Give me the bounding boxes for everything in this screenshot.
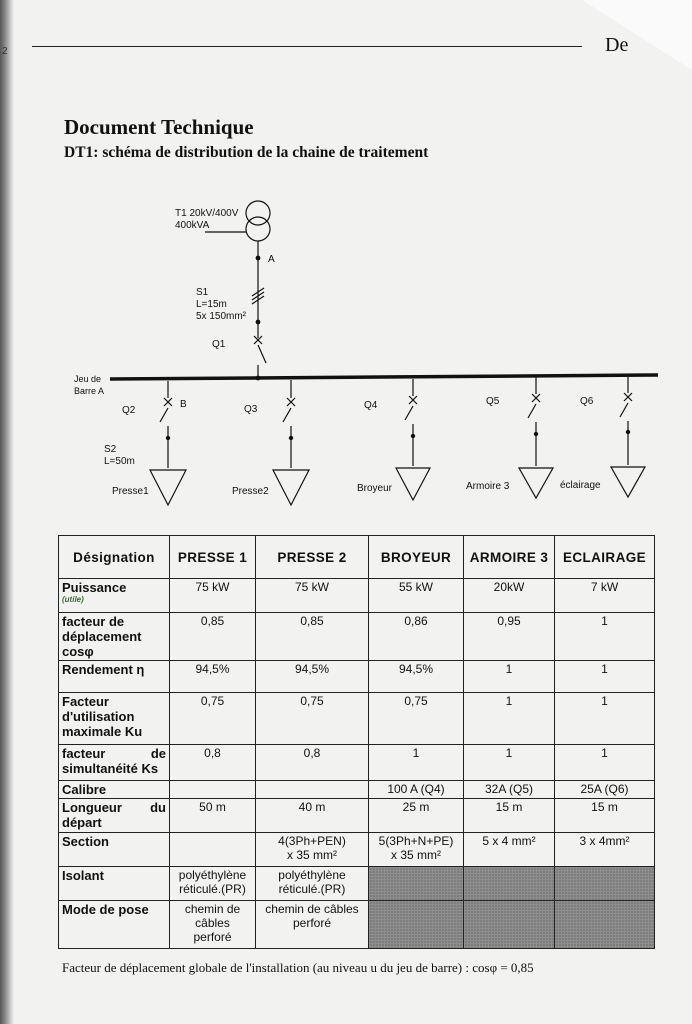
table-cell: 50 m — [170, 799, 256, 833]
cable-s1-line1: S1 — [196, 287, 209, 298]
table-cell: 40 m — [256, 799, 369, 833]
cable-s2-line2: L=50m — [104, 456, 135, 467]
row-label-longueur: Longueur du départ — [59, 799, 170, 833]
table-cell: 5 x 4 mm² — [464, 833, 555, 867]
col-header-presse1: PRESSE 1 — [170, 536, 256, 579]
table-cell: 0,85 — [170, 613, 256, 661]
table-cell: 0,8 — [170, 745, 256, 781]
row-ku — [59, 693, 655, 745]
table-cell: 94,5% — [170, 661, 256, 693]
breaker-q6-label: Q6 — [580, 396, 594, 407]
shaded-cell — [464, 901, 555, 949]
load-specification-table — [58, 535, 655, 949]
row-label-isolant: Isolant — [59, 867, 170, 901]
table-cell: 0,86 — [369, 613, 464, 661]
load-eclairage-label: éclairage — [560, 480, 601, 491]
document-title: Document Technique — [64, 115, 254, 139]
table-cell — [170, 781, 256, 799]
load-broyeur-label: Broyeur — [357, 483, 393, 494]
row-calibre — [59, 781, 655, 799]
table-cell: 94,5% — [369, 661, 464, 693]
shaded-cell — [369, 867, 464, 901]
table-cell: 1 — [555, 613, 655, 661]
col-header-broyeur: BROYEUR — [369, 536, 464, 579]
cable-s2-line1: S2 — [104, 444, 117, 455]
col-header-armoire3: ARMOIRE 3 — [464, 536, 555, 579]
feeder-armoire3 — [519, 377, 553, 498]
feeder-eclairage — [611, 376, 645, 497]
transformer-label-2: 400kVA — [175, 220, 210, 231]
row-isolant — [59, 867, 655, 901]
table-cell: 55 kW — [369, 579, 464, 613]
row-longueur — [59, 799, 655, 833]
row-label-ku: Facteur d'utilisation maximale Ku — [59, 693, 170, 745]
table-cell: 100 A (Q4) — [369, 781, 464, 799]
busbar-label-2: Barre A — [74, 386, 105, 396]
table-cell: 7 kW — [555, 579, 655, 613]
table-cell: 25A (Q6) — [555, 781, 655, 799]
cable-s1 — [252, 258, 264, 338]
document-subtitle: DT1: schéma de distribution de la chaine de traitement — [64, 144, 429, 161]
transformer-label-1: T1 20kV/400V — [175, 208, 239, 219]
breaker-q2-label: Q2 — [122, 405, 136, 416]
table-cell: 15 m — [555, 799, 655, 833]
shaded-cell — [369, 901, 464, 949]
table-cell — [256, 781, 369, 799]
load-presse2-label: Presse2 — [232, 486, 269, 497]
table-cell: 1 — [555, 745, 655, 781]
table-cell: 1 — [369, 745, 464, 781]
busbar-a — [110, 375, 658, 379]
table-cell: 5(3Ph+N+PE) x 35 mm² — [369, 833, 464, 867]
table-cell: 25 m — [369, 799, 464, 833]
breaker-q4-label: Q4 — [364, 400, 378, 411]
table-cell: 0,75 — [256, 693, 369, 745]
node-a-label: A — [268, 254, 275, 265]
cable-s1-line3: 5x 150mm² — [196, 311, 247, 322]
busbar-label-1: Jeu de — [74, 374, 102, 384]
row-label-cos-phi: facteur de déplacement cosφ — [59, 613, 170, 661]
row-cos-phi — [59, 613, 655, 661]
row-label-calibre: Calibre — [59, 781, 170, 799]
table-cell: 20kW — [464, 579, 555, 613]
col-header-presse2: PRESSE 2 — [256, 536, 369, 579]
table-cell: 75 kW — [170, 579, 256, 613]
feeder-broyeur — [396, 379, 430, 500]
node-b-label: B — [180, 399, 187, 410]
footer-note: Facteur de déplacement globale de l'installation (au niveau u du jeu de barre) : cosφ = 0,85 — [62, 960, 534, 975]
table-cell: 0,95 — [464, 613, 555, 661]
table-cell: polyéthylène réticulé.(PR) — [170, 867, 256, 901]
page-curl — [582, 0, 692, 70]
table-cell: 0,85 — [256, 613, 369, 661]
feeder-presse2 — [273, 380, 309, 505]
table-cell: 32A (Q5) — [464, 781, 555, 799]
table-cell: 1 — [464, 745, 555, 781]
row-puissance — [59, 579, 655, 613]
table-header-row — [59, 536, 655, 579]
header-label: De — [605, 34, 629, 56]
breaker-q3-label: Q3 — [244, 404, 258, 415]
table-cell: 94,5% — [256, 661, 369, 693]
cable-s1-line2: L=15m — [196, 299, 227, 310]
table-cell: chemin de câbles perforé — [170, 901, 256, 949]
row-label-mode-de-pose: Mode de pose — [59, 901, 170, 949]
puissance-note: (utile) — [62, 595, 84, 604]
row-label-puissance: Puissance (utile) — [59, 579, 170, 613]
table-cell: 75 kW — [256, 579, 369, 613]
table-cell: 4(3Ph+PEN) x 35 mm² — [256, 833, 369, 867]
breaker-q1 — [254, 336, 266, 378]
row-ks — [59, 745, 655, 781]
breaker-q1-label: Q1 — [212, 339, 226, 350]
load-armoire3-label: Armoire 3 — [466, 481, 510, 492]
table-cell: polyéthylène réticulé.(PR) — [256, 867, 369, 901]
table-cell — [170, 833, 256, 867]
table-cell: 1 — [555, 661, 655, 693]
row-label-rendement: Rendement η — [59, 661, 170, 693]
col-header-designation: Désignation — [59, 536, 170, 579]
shaded-cell — [555, 867, 655, 901]
header-rule — [32, 46, 582, 47]
table-cell: 0,75 — [369, 693, 464, 745]
load-presse1-label: Presse1 — [112, 486, 149, 497]
row-mode-de-pose — [59, 901, 655, 949]
table-cell: 15 m — [464, 799, 555, 833]
page-number: 2 — [2, 46, 8, 57]
breaker-q5-label: Q5 — [486, 396, 500, 407]
row-label-ks: facteur de simultanéité Ks — [59, 745, 170, 781]
row-rendement — [59, 661, 655, 693]
distribution-schematic — [0, 190, 692, 520]
col-header-eclairage: ECLAIRAGE — [555, 536, 655, 579]
table-cell: 1 — [464, 693, 555, 745]
table-cell: 0,8 — [256, 745, 369, 781]
table-cell: 3 x 4mm² — [555, 833, 655, 867]
table-cell: 1 — [464, 661, 555, 693]
table-cell: chemin de câbles perforé — [256, 901, 369, 949]
table-cell: 0,75 — [170, 693, 256, 745]
row-section — [59, 833, 655, 867]
table-cell: 1 — [555, 693, 655, 745]
shaded-cell — [464, 867, 555, 901]
row-label-section: Section — [59, 833, 170, 867]
shaded-cell — [555, 901, 655, 949]
